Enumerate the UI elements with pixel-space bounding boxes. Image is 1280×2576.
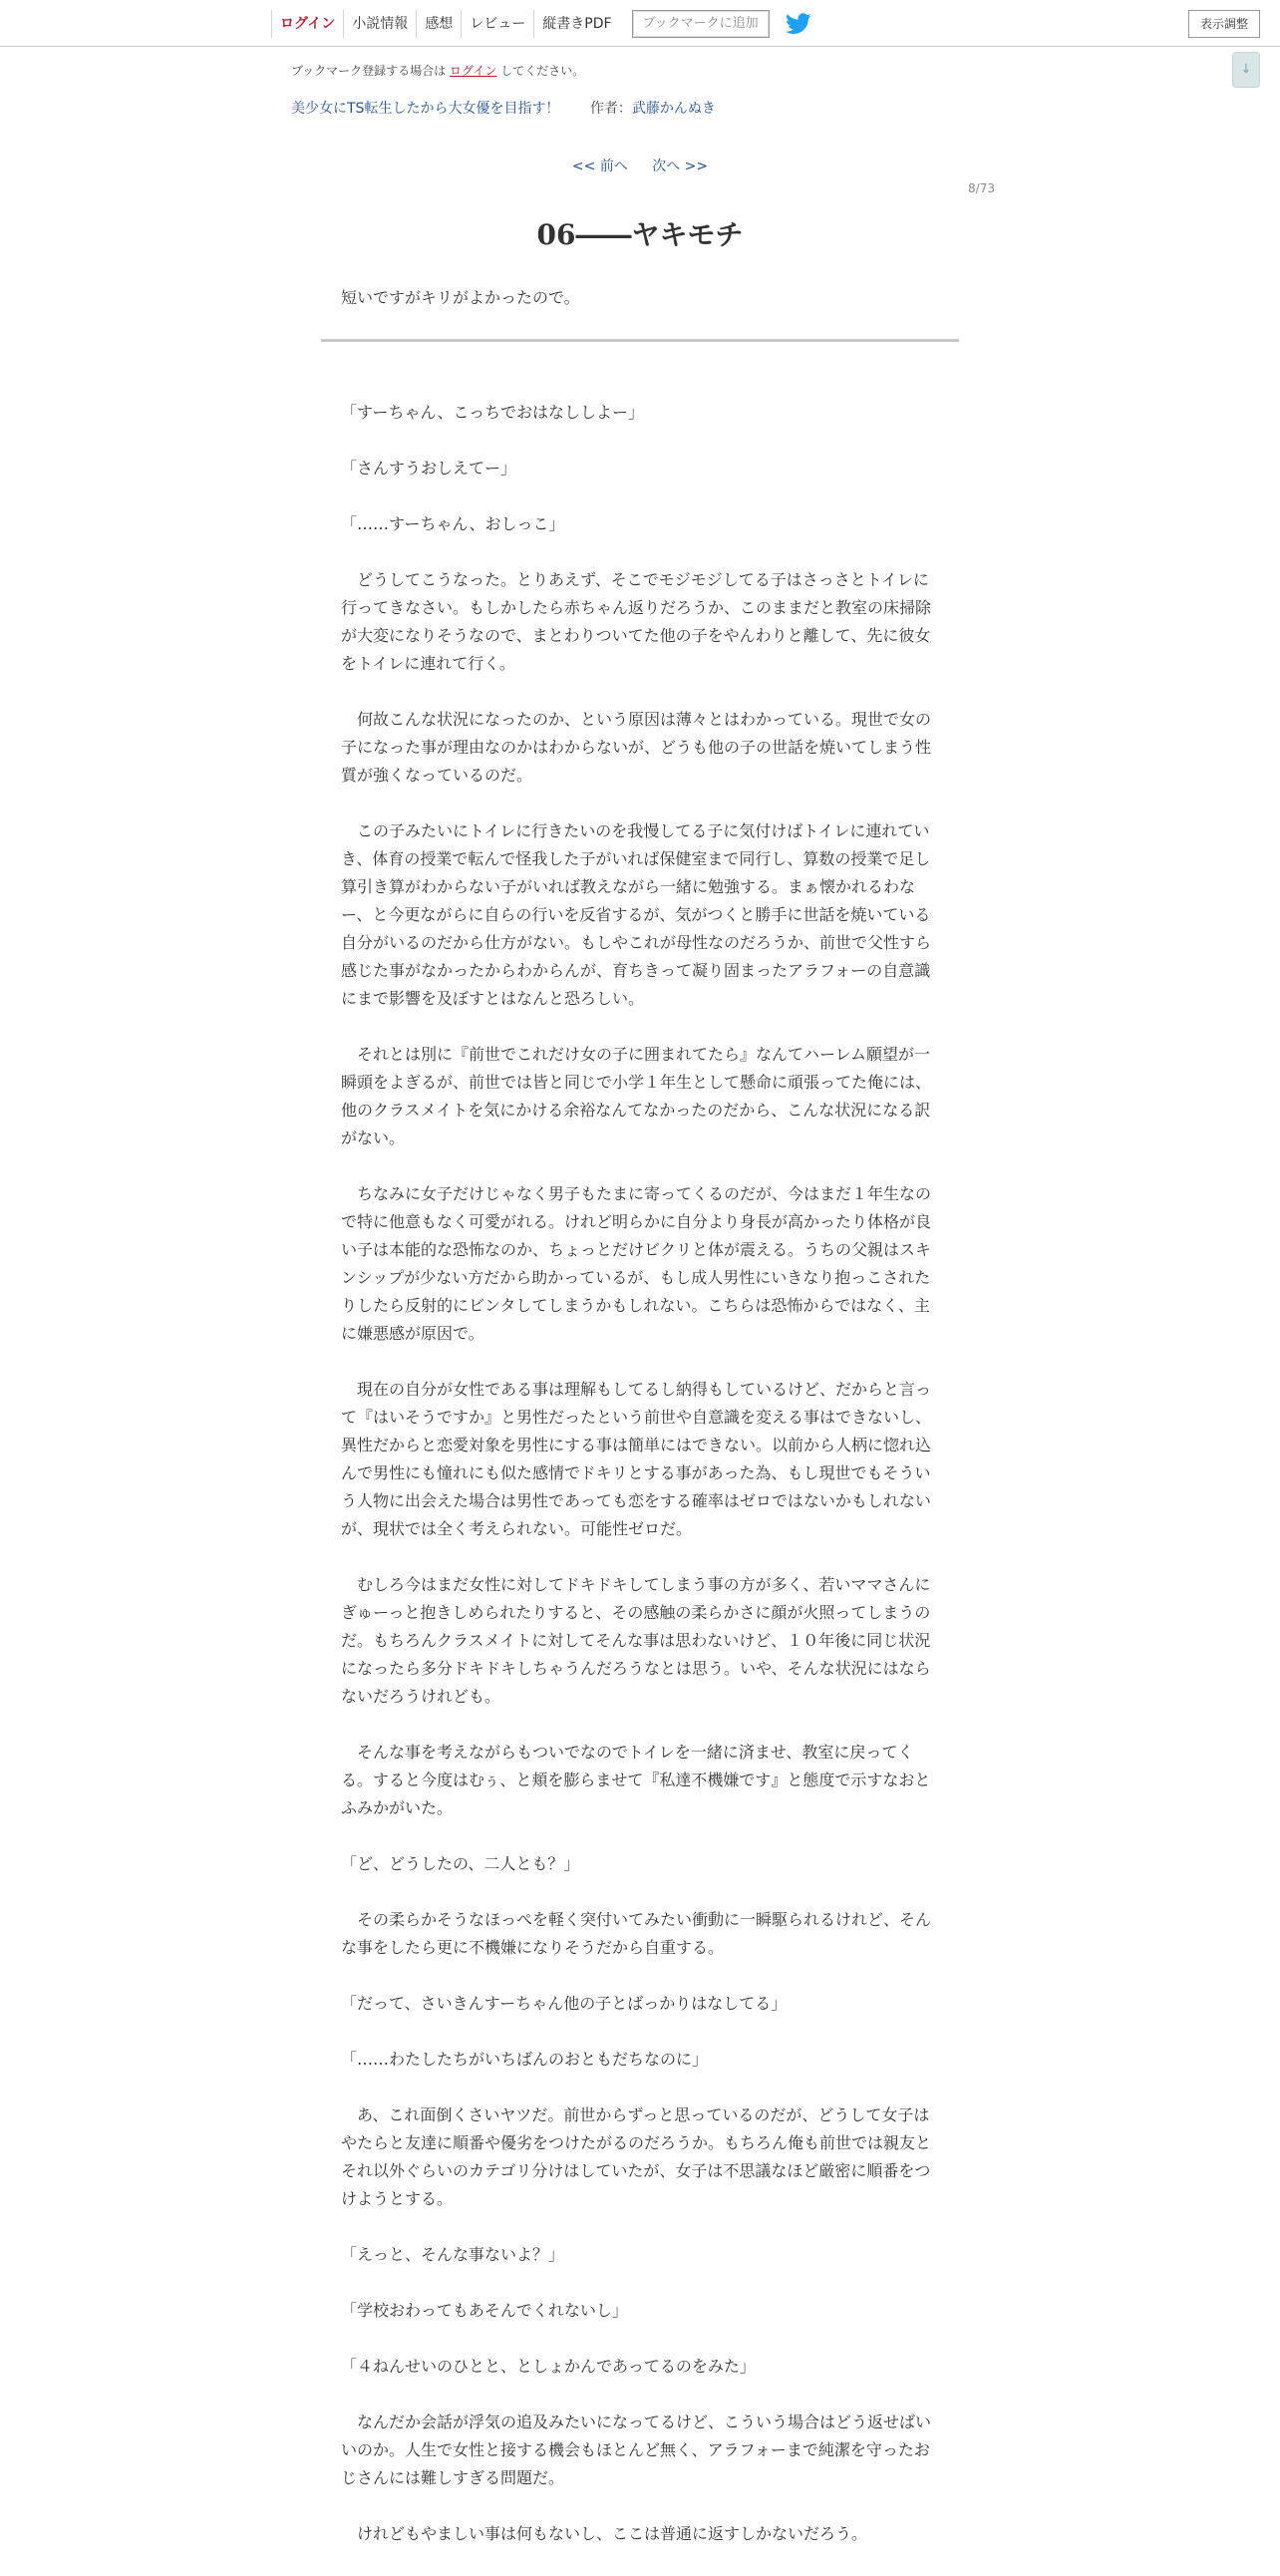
- body-paragraph: あ、これ面倒くさいヤツだ。前世からずっと思っているのだが、どうして女子はやたらと友達に順番や優劣をつけたがるのだろうか。もちろん俺も前世では親友とそれ以外ぐらいのカテゴリ分けはしていたが、女子は不思議なほど厳密に順番をつけようとする。: [341, 2105, 932, 2208]
- body-paragraph: むしろ今はまだ女性に対してドキドキしてしまう事の方が多く、若いママさんにぎゅーっと抱きしめられたりすると、その感触の柔らかさに顔が火照ってしまうのだ。もちろんクラスメイトに対してそんな事は思わないけど、１０年後に同じ状況になったら多分ドキドキしちゃうんだろうなとは思う。いや、そんな状況にはならないだろうけれども。: [341, 1575, 931, 1706]
- body-paragraph: 「さんすうおしえてー」: [341, 459, 517, 478]
- page-count: 8/73: [968, 181, 995, 195]
- body-paragraph: けれどもやましい事は何もないし、ここは普通に返すしかないだろう。: [341, 2524, 868, 2543]
- body-paragraph: 何故こんな状況になったのか、という原因は薄々とはわかっている。現世で女の子になった事が理由なのかはわからないが、どうも他の子の世話を焼いてしまう性質が強くなっているのだ。: [341, 710, 932, 785]
- body-paragraph: そんな事を考えながらもついでなのでトイレを一緒に済ませ、教室に戻ってくる。すると今度はむぅ、と頬を膨らませて『私達不機嫌です』と態度で示すなおとふみかがいた。: [341, 1743, 931, 1817]
- next-chapter-link[interactable]: 次へ >>: [652, 159, 709, 174]
- scroll-down-button[interactable]: [1232, 52, 1260, 88]
- twitter-bird-icon[interactable]: [786, 13, 811, 35]
- nav-review-link[interactable]: レビュー: [461, 10, 533, 38]
- display-settings-button[interactable]: 表示調整: [1188, 10, 1260, 38]
- nav-login-link[interactable]: ログイン: [271, 10, 343, 38]
- chapter-pager: [0, 156, 1280, 175]
- body-paragraph: 「ど、どうしたの、二人とも？」: [341, 1854, 580, 1873]
- notice-text-before: ブックマーク登録する場合は: [291, 64, 447, 78]
- author-label: 作者：: [589, 101, 632, 117]
- body-paragraph: 「……わたしたちがいちばんのおともだちなのに」: [341, 2050, 709, 2069]
- body-paragraph: 「だって、さいきんすーちゃん他の子とばっかりはなしてる」: [341, 1994, 788, 2013]
- prev-chapter-link[interactable]: << 前へ: [571, 159, 628, 174]
- nav-pdf-link[interactable]: 縦書きPDF: [533, 10, 619, 38]
- body-paragraph: 「学校おわってもあそんでくれないし」: [341, 2301, 628, 2320]
- nav-novel-info-link[interactable]: 小説情報: [343, 10, 416, 38]
- bookmark-login-notice: [291, 62, 584, 79]
- body-paragraph: 「えっと、そんな事ないよ？」: [341, 2245, 565, 2264]
- body-paragraph: その柔らかそうなほっぺを軽く突付いてみたい衝動に一瞬駆られるけれど、そんな事をしたら更に不機嫌になりそうだから自重する。: [341, 1910, 932, 1957]
- preface-divider: [321, 339, 959, 342]
- nav-impressions-link[interactable]: 感想: [416, 10, 461, 38]
- top-navigation-bar: [0, 0, 1280, 47]
- add-bookmark-button[interactable]: ブックマークに追加: [632, 10, 770, 38]
- chapter-title: 06――ヤキモチ: [536, 218, 744, 251]
- notice-text-after: してください。: [500, 64, 585, 78]
- body-paragraph: それとは別に『前世でこれだけ女の子に囲まれてたら』なんてハーレム願望が一瞬頭をよぎるが、前世では皆と同じで小学１年生として懸命に頑張ってた俺には、他のクラスメイトを気にかける余裕なんてなかったのだから、こんな状況になる訳がない。: [341, 1045, 932, 1147]
- body-paragraph: 現在の自分が女性である事は理解もしてるし納得もしているけど、だからと言って『はいそうですか』と男性だったという前世や自意識を変える事はできないし、異性だからと恋愛対象を男性にする事は簡単にはできない。以前から人柄に惚れ込んで男性にも憧れにも似た感情でドキリとする事があった為、もし現世でもそういう人物に出会えた場合は男性であっても恋をする確率はゼロではないかもしれないが、現状では全く考えられない。可能性ゼロだ。: [341, 1380, 932, 1538]
- nav-menu: [271, 10, 811, 38]
- novel-header: [291, 98, 716, 118]
- chapter-preface: 短いですがキリがよかったので。: [341, 288, 580, 307]
- body-paragraph: ちなみに女子だけじゃなく男子もたまに寄ってくるのだが、今はまだ１年生なので特に他意もなく可愛がれる。けれど明らかに自分より身長が高かったり体格が良い子は本能的な恐怖なのか、ちょっとだけビクリと体が震える。うちの父親はスキンシップが少ない方だから助かっているが、もし成人男性にいきなり抱っこされたりしたら反射的にビンタしてしまうかもしれない。こちらは恐怖からではなく、主に嫌悪感が原因で。: [341, 1184, 932, 1343]
- author-link[interactable]: 武藤かんぬき: [631, 101, 716, 117]
- chapter-body: [341, 399, 933, 2576]
- body-paragraph: なんだか会話が浮気の追及みたいになってるけど、こういう場合はどう返せばいいのか。人生で女性と接する機会もほとんど無く、アラフォーまで純潔を守ったおじさんには難しすぎる問題だ。: [341, 2413, 932, 2487]
- arrow-down-icon: ↓: [1240, 62, 1252, 77]
- novel-title-link[interactable]: 美少女にTS転生したから大女優を目指す！: [291, 101, 560, 117]
- body-paragraph: どうしてこうなった。とりあえず、そこでモジモジしてる子はさっさとトイレに行ってきなさい。もしかしたら赤ちゃん返りだろうか、このままだと教室の床掃除が大変になりそうなので、まとわりついてた他の子をやんわりと離して、先に彼女をトイレに連れて行く。: [341, 570, 932, 673]
- body-paragraph: 「すーちゃん、こっちでおはなししよー」: [341, 403, 645, 422]
- body-paragraph: 「４ねんせいのひとと、としょかんであってるのをみた」: [341, 2357, 756, 2376]
- body-paragraph: 「……すーちゃん、おしっこ」: [341, 514, 565, 533]
- notice-login-link[interactable]: ログイン: [450, 64, 497, 78]
- body-paragraph: この子みたいにトイレに行きたいのを我慢してる子に気付けばトイレに連れていき、体育の授業で転んで怪我した子がいれば保健室まで同行し、算数の授業で足し算引き算がわからない子がいれば教えながら一緒に勉強する。まぁ懐かれるわなー、と今更ながらに自らの行いを反省するが、気がつくと勝手に世話を焼いている自分がいるのだから仕方がない。もしやこれが母性なのだろうか、前世で父性すら感じた事がなかったからわからんが、育ちきって凝り固まったアラフォーの自意識にまで影響を及ぼすとはなんと恐ろしい。: [341, 821, 932, 1008]
